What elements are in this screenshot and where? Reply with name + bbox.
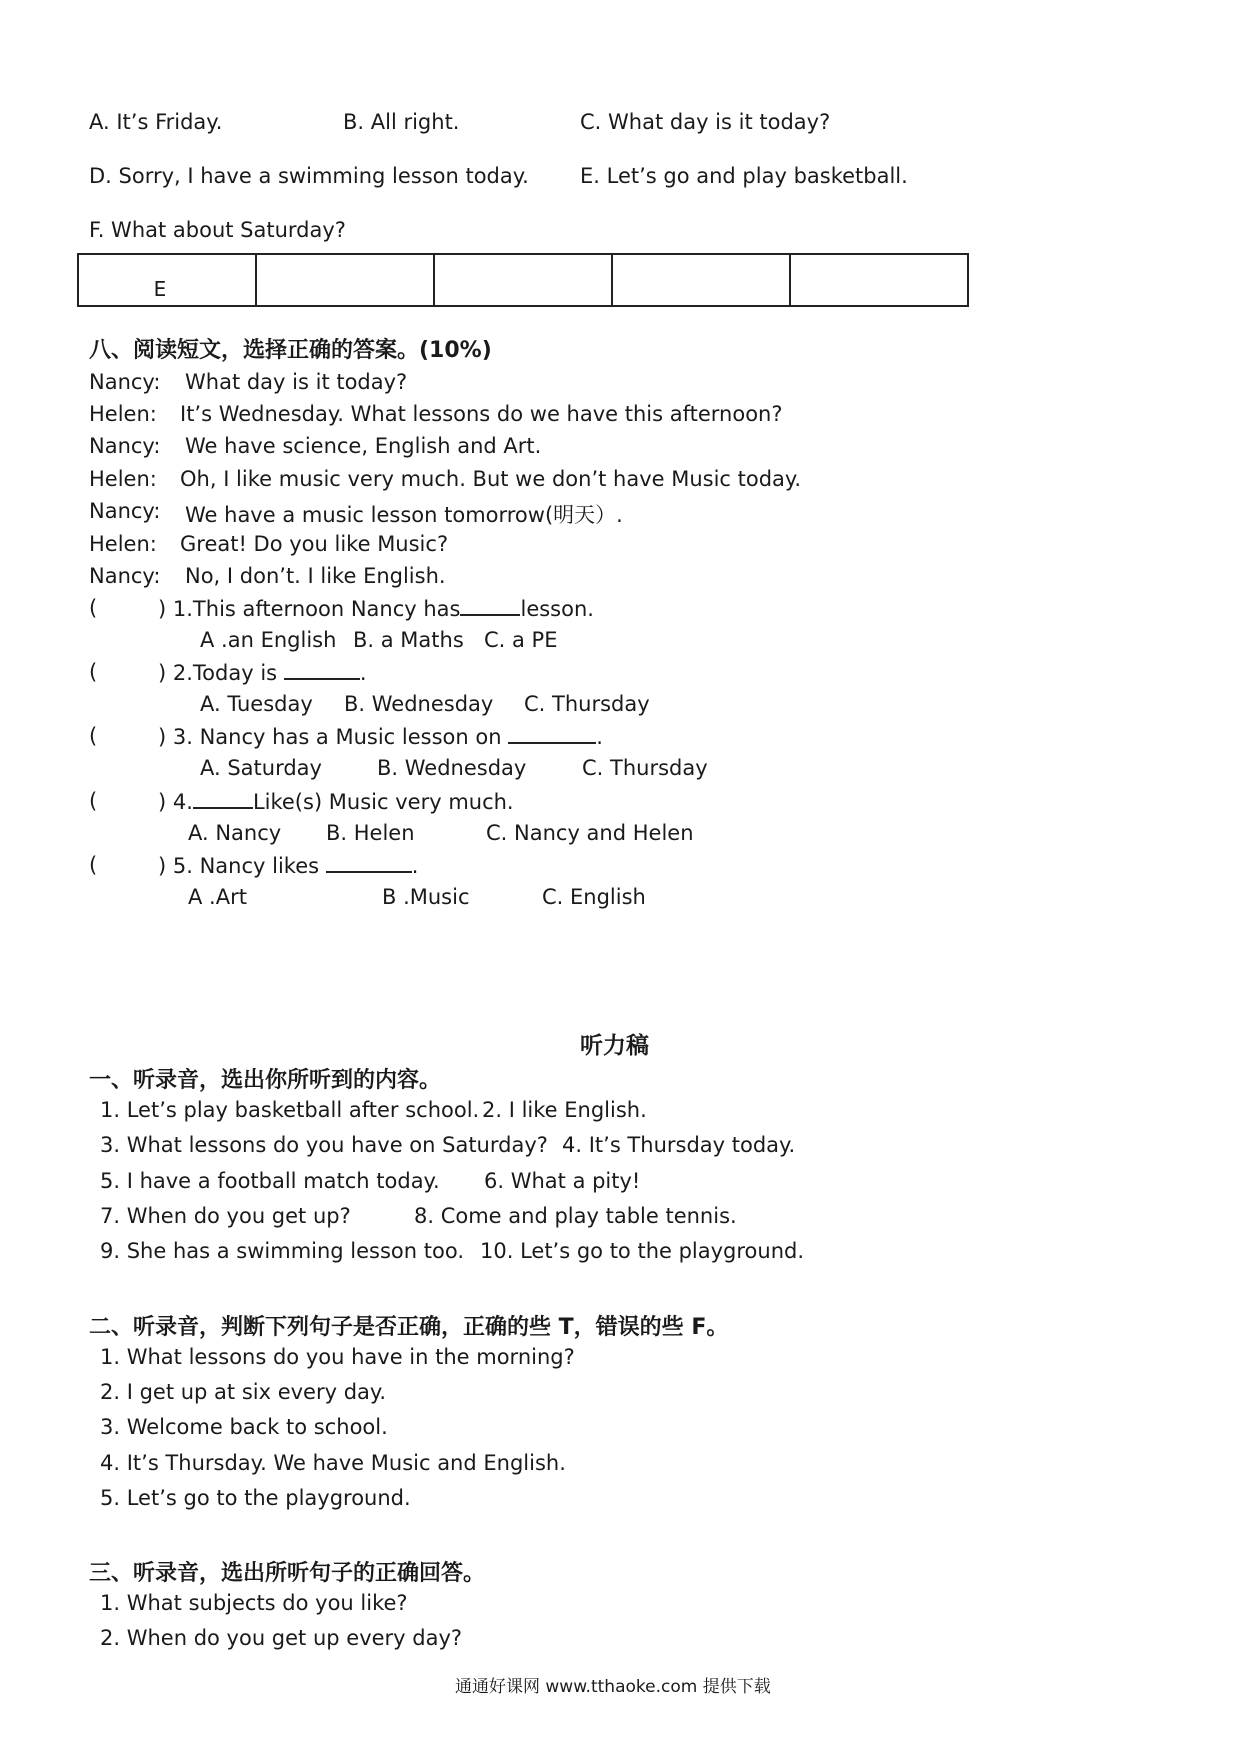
dialogue-speaker: Nancy: <box>89 434 161 458</box>
q5-option: A .Art <box>188 885 247 909</box>
part3-heading: 三、听录音，选出所听句子的正确回答。 <box>89 1561 486 1586</box>
answer-cell[interactable]: E <box>78 254 256 306</box>
option-d: D. Sorry, I have a swimming lesson today. <box>89 164 529 188</box>
answer-paren-open: ( <box>89 724 98 748</box>
dialogue-speaker: Helen: <box>89 532 157 556</box>
q1-option: A .an English <box>200 628 337 652</box>
answer-cell[interactable] <box>256 254 434 306</box>
dialogue-line: Great! Do you like Music? <box>180 532 449 556</box>
answer-blank[interactable] <box>326 853 412 873</box>
answer-blank[interactable] <box>284 660 360 680</box>
part2-item: 4. It’s Thursday. We have Music and English. <box>100 1451 566 1475</box>
transcript-title: 听力稿 <box>580 1033 649 1059</box>
section8-heading: 八、阅读短文，选择正确的答案。(10%) <box>89 338 492 363</box>
part2-item: 5. Let’s go to the playground. <box>100 1486 411 1510</box>
question-2: ) 2.Today is . <box>158 661 367 685</box>
option-a: A. It’s Friday. <box>89 110 223 134</box>
q3-option: A. Saturday <box>200 756 322 780</box>
dialogue-line: We have a music lesson tomorrow(明天）. <box>185 503 623 527</box>
footer-text: 通通好课网 www.tthaoke.com 提供下载 <box>455 1677 771 1697</box>
part3-item: 1. What subjects do you like? <box>100 1591 408 1615</box>
answer-blank[interactable] <box>508 724 596 744</box>
part1-item: 6. What a pity! <box>484 1169 641 1193</box>
answer-cell[interactable] <box>612 254 790 306</box>
option-b: B. All right. <box>343 110 460 134</box>
part2-item: 1. What lessons do you have in the morning? <box>100 1345 575 1369</box>
dialogue-line: We have science, English and Art. <box>185 434 542 458</box>
answer-paren-open: ( <box>89 853 98 877</box>
part1-item: 9. She has a swimming lesson too. <box>100 1239 465 1263</box>
option-e: E. Let’s go and play basketball. <box>580 164 908 188</box>
dialogue-speaker: Nancy: <box>89 370 161 394</box>
q1-option: C. a PE <box>484 628 558 652</box>
answer-blank[interactable] <box>193 789 253 809</box>
part1-item: 7. When do you get up? <box>100 1204 351 1228</box>
q3-option: B. Wednesday <box>377 756 527 780</box>
part2-item: 3. Welcome back to school. <box>100 1415 388 1439</box>
q2-option: B. Wednesday <box>344 692 494 716</box>
part2-heading: 二、听录音，判断下列句子是否正确，正确的些 T，错误的些 F。 <box>89 1315 729 1340</box>
answer-table <box>77 253 969 307</box>
q5-option: C. English <box>542 885 646 909</box>
dialogue-line: No, I don’t. I like English. <box>185 564 446 588</box>
part1-heading: 一、听录音，选出你所听到的内容。 <box>89 1068 442 1093</box>
part2-item: 2. I get up at six every day. <box>100 1380 387 1404</box>
q2-option: C. Thursday <box>524 692 650 716</box>
answer-paren-open: ( <box>89 789 98 813</box>
part1-item: 5. I have a football match today. <box>100 1169 440 1193</box>
option-c: C. What day is it today? <box>580 110 831 134</box>
question-3: ) 3. Nancy has a Music lesson on . <box>158 725 603 749</box>
part1-item: 10. Let’s go to the playground. <box>480 1239 805 1263</box>
answer-paren-open: ( <box>89 596 98 620</box>
q4-option: B. Helen <box>326 821 415 845</box>
option-f: F. What about Saturday? <box>89 218 346 242</box>
part1-item: 2. I like English. <box>482 1098 647 1122</box>
dialogue-speaker: Nancy: <box>89 499 161 523</box>
dialogue-speaker: Helen: <box>89 402 157 426</box>
question-1: ) 1.This afternoon Nancy has lesson. <box>158 597 594 621</box>
dialogue-speaker: Helen: <box>89 467 157 491</box>
answer-paren-open: ( <box>89 660 98 684</box>
q5-option: B .Music <box>382 885 470 909</box>
part1-item: 8. Come and play table tennis. <box>414 1204 737 1228</box>
answer-cell[interactable] <box>434 254 612 306</box>
dialogue-speaker: Nancy: <box>89 564 161 588</box>
q4-option: A. Nancy <box>188 821 282 845</box>
q3-option: C. Thursday <box>582 756 708 780</box>
part1-item: 3. What lessons do you have on Saturday? <box>100 1133 548 1157</box>
dialogue-line: Oh, I like music very much. But we don’t have Music today. <box>180 467 802 491</box>
part1-item: 4. It’s Thursday today. <box>562 1133 796 1157</box>
q2-option: A. Tuesday <box>200 692 313 716</box>
answer-blank[interactable] <box>460 596 520 616</box>
dialogue-line: What day is it today? <box>185 370 408 394</box>
question-4: ) 4. Like(s) Music very much. <box>158 790 514 814</box>
answer-cell[interactable] <box>790 254 968 306</box>
part3-item: 2. When do you get up every day? <box>100 1626 463 1650</box>
part1-item: 1. Let’s play basketball after school. <box>100 1098 480 1122</box>
q4-option: C. Nancy and Helen <box>486 821 694 845</box>
question-5: ) 5. Nancy likes . <box>158 854 419 878</box>
dialogue-line: It’s Wednesday. What lessons do we have this afternoon? <box>180 402 783 426</box>
q1-option: B. a Maths <box>353 628 464 652</box>
